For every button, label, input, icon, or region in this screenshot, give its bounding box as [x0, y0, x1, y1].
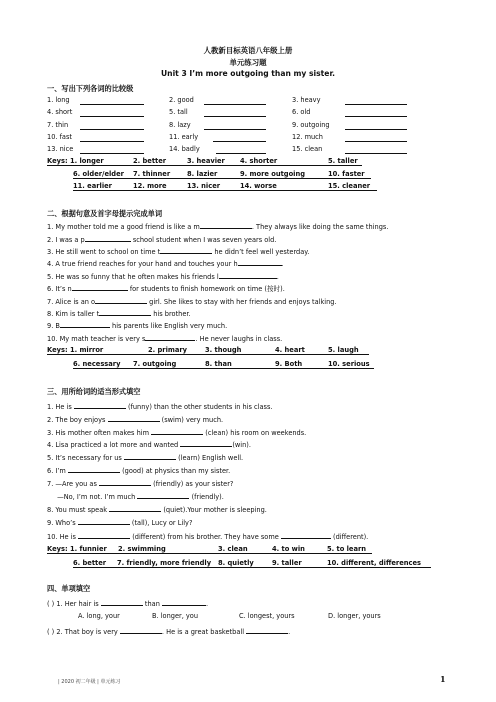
answer-blank[interactable] — [213, 134, 266, 142]
s2-item-3 — [47, 246, 309, 257]
key-item: 6. older/elder — [73, 170, 124, 178]
answer-blank[interactable] — [238, 258, 282, 266]
s2-text: 1. My mother told me a good friend is like a m — [47, 223, 200, 231]
s3-item-10 — [47, 531, 368, 542]
key-item: 7. outgoing — [133, 360, 177, 368]
s3-text: (learn) English well. — [178, 454, 244, 462]
key-item: 6. better — [73, 559, 107, 567]
key-item: 5. laugh — [328, 346, 359, 354]
key-item: 15. cleaner — [328, 182, 371, 190]
page-footer: | 2020 初二年级 | 单元练习 — [58, 679, 121, 685]
s3-item-7 — [47, 478, 233, 489]
document-title: 人教新目标英语八年级上册 — [203, 46, 293, 55]
key-item: 8. lazier — [187, 170, 218, 178]
answer-blank[interactable] — [99, 308, 151, 316]
key-item: 2. primary — [148, 346, 188, 354]
s1-item — [47, 108, 72, 117]
key-item: 8. quietly — [218, 559, 254, 567]
s2-item-4 — [47, 258, 284, 269]
s3-text: 10. He is — [47, 533, 76, 541]
key-item: 2. swimming — [118, 545, 166, 553]
key-item: 5. to learn — [327, 545, 367, 553]
s4-text: ( ) 1. Her hair is — [47, 600, 99, 608]
s2-text: 5. He was so funny that he often makes his friends l — [47, 273, 219, 281]
s3-text: 5. It’s necessary for us — [47, 454, 122, 462]
s1-item-label: 1. long — [47, 96, 70, 104]
key-underline — [73, 368, 374, 369]
option-b[interactable]: B. longer, you — [152, 612, 199, 620]
s3-item-1 — [47, 401, 273, 412]
key-item: 9. more outgoing — [240, 170, 306, 178]
s3-item-3 — [47, 427, 306, 438]
s4-text: . — [288, 628, 291, 636]
s1-item — [47, 145, 73, 154]
s4-question-2 — [47, 626, 290, 637]
s1-item — [169, 145, 200, 154]
answer-blank[interactable] — [85, 234, 131, 242]
s2-text: . — [281, 260, 284, 268]
s2-text: 2. I was a p — [47, 236, 85, 244]
key-item: Keys: 1. funnier — [47, 545, 107, 553]
answer-blank[interactable] — [345, 146, 407, 154]
s3-text: 8. You must speak — [47, 506, 108, 514]
key-item: 7. friendly, more friendly — [117, 559, 212, 567]
key-item: 4. to win — [272, 545, 305, 553]
s1-item-label: 8. lazy — [169, 121, 191, 129]
s2-text: his brother. — [151, 310, 191, 318]
section3-heading: 三、用所给词的适当形式填空 — [47, 387, 141, 396]
option-c[interactable]: C. longest, yours — [239, 612, 295, 620]
answer-blank[interactable] — [99, 478, 151, 486]
answer-blank[interactable] — [78, 531, 130, 539]
s3-text: (different). — [333, 533, 369, 541]
s3-text: (swim) very much. — [161, 416, 224, 424]
s3-text: (good) at physics than my sister. — [122, 467, 231, 475]
answer-blank[interactable] — [78, 517, 130, 525]
answer-blank[interactable] — [246, 626, 291, 636]
answer-blank[interactable] — [204, 109, 266, 117]
section4-heading: 四、单项填空 — [47, 584, 91, 593]
s2-item-8 — [47, 308, 191, 319]
key-underline — [73, 178, 371, 179]
s2-text: school student when I was seven years old. — [130, 236, 277, 244]
s2-item-1 — [47, 221, 388, 232]
section2-heading: 二、根据句意及首字母提示完成单词 — [47, 209, 163, 218]
key-item: 8. than — [205, 360, 232, 368]
s1-item-label: 11. early — [169, 133, 199, 141]
s1-item-label: 13. nice — [47, 145, 74, 153]
answer-blank[interactable] — [74, 401, 126, 409]
option-a[interactable]: A. long, your — [78, 612, 120, 620]
answer-blank[interactable] — [72, 283, 128, 291]
s1-item — [47, 96, 70, 105]
s1-item-label: 2. good — [169, 96, 194, 104]
s2-text: 9. B — [47, 322, 60, 330]
s3-item-7b — [47, 491, 224, 502]
s2-text: 4. A true friend reaches for your hand and touches your h — [47, 260, 238, 268]
s1-item — [47, 133, 72, 142]
s4-text: . He is a great basketball — [161, 628, 245, 636]
s2-item-6 — [47, 283, 285, 294]
s3-item-5 — [47, 452, 243, 463]
answer-blank[interactable] — [60, 320, 110, 328]
answer-blank[interactable] — [345, 122, 407, 130]
s3-text: (win). — [232, 441, 251, 449]
answer-blank[interactable] — [281, 531, 331, 539]
s2-item-2 — [47, 234, 276, 245]
answer-blank[interactable] — [124, 452, 176, 460]
key-item: 4. shorter — [240, 157, 278, 165]
s2-item-9 — [47, 320, 227, 331]
s2-text: 7. Alice is an o — [47, 298, 96, 306]
key-item: 11. earlier — [73, 182, 112, 190]
s4-text: . — [205, 600, 209, 608]
s1-item — [292, 108, 310, 117]
s1-item — [292, 96, 320, 105]
s1-item — [169, 133, 198, 142]
s3-item-2 — [47, 414, 223, 425]
s1-item — [292, 133, 323, 142]
key-item: Keys: 1. mirror — [47, 346, 104, 354]
answer-blank[interactable] — [80, 97, 144, 105]
s2-text: 10. My math teacher is very s — [47, 335, 146, 343]
s3-text: (friendly) as your sister? — [153, 480, 234, 488]
s2-text: . — [276, 273, 279, 281]
s3-text: 3. His mother often makes him — [47, 429, 150, 437]
s4-question-1 — [47, 598, 208, 609]
s1-item — [169, 108, 188, 117]
s2-text: 6. It’s n — [47, 285, 72, 293]
key-item: 9. taller — [272, 559, 302, 567]
s3-item-8 — [47, 504, 267, 515]
s2-text: for students to finish homework on time (按时). — [127, 285, 285, 293]
answer-blank[interactable] — [204, 97, 266, 105]
unit-title: Unit 3 I’m more outgoing than my sister. — [161, 69, 335, 78]
answer-blank[interactable] — [151, 427, 203, 435]
page-number: 1 — [440, 674, 446, 684]
answer-blank[interactable] — [120, 626, 162, 634]
key-item: 10. different, differences — [327, 559, 421, 567]
s1-item — [169, 121, 191, 130]
s1-item — [292, 121, 330, 130]
answer-blank[interactable] — [80, 109, 144, 117]
s3-text: —No, I’m not. I’m much — [55, 493, 136, 501]
answer-blank[interactable] — [180, 439, 232, 447]
s1-item-label: 4. short — [47, 108, 73, 116]
s4-text: than — [144, 600, 160, 608]
s3-text: (funny) than the other students in his class. — [127, 403, 273, 411]
s1-item-label: 15. clean — [292, 145, 323, 153]
key-item: 6. necessary — [73, 360, 121, 368]
answer-blank[interactable] — [109, 504, 161, 512]
s1-item-label: 6. old — [292, 108, 311, 116]
s1-item — [169, 96, 194, 105]
s3-text: (friendly). — [191, 493, 224, 501]
key-item: 5. taller — [328, 157, 358, 165]
answer-blank[interactable] — [200, 221, 252, 229]
s2-item-10 — [47, 333, 282, 344]
key-item: 3. clean — [218, 545, 248, 553]
answer-blank[interactable] — [68, 465, 120, 473]
s2-text: 3. He still went to school on time t — [47, 248, 161, 256]
s2-text: . He never laughs in class. — [195, 335, 283, 343]
key-item: 3. heavier — [187, 157, 225, 165]
s3-item-9 — [47, 517, 192, 528]
s2-text: he didn’t feel well yesterday. — [212, 248, 310, 256]
key-underline — [73, 190, 377, 191]
s3-text: 7. —Are you as — [47, 480, 97, 488]
s3-text: 9. Who’s — [47, 519, 76, 527]
key-item: 3. though — [205, 346, 242, 354]
s1-item-label: 7. thin — [47, 121, 69, 129]
key-item: 14. worse — [240, 182, 277, 190]
key-item: 10. faster — [328, 170, 365, 178]
s2-text: his parents like English very much. — [109, 322, 228, 330]
key-item: 13. nicer — [187, 182, 221, 190]
key-underline — [47, 553, 372, 554]
answer-blank[interactable] — [204, 122, 266, 130]
answer-blank[interactable] — [216, 146, 266, 154]
answer-blank[interactable] — [162, 598, 209, 608]
answer-blank[interactable] — [345, 109, 407, 117]
key-item: 10. serious — [328, 360, 370, 368]
answer-blank[interactable] — [137, 491, 189, 499]
answer-blank[interactable] — [80, 134, 144, 142]
key-item: Keys: 1. longer — [47, 157, 104, 165]
answer-blank[interactable] — [108, 414, 160, 422]
s1-item-label: 9. outgoing — [292, 121, 330, 129]
key-item: 2. better — [133, 157, 167, 165]
s3-text: (quiet).Your mother is sleeping. — [163, 506, 267, 514]
key-item: 7. thinner — [133, 170, 171, 178]
s1-item-label: 14. badly — [169, 145, 200, 153]
s2-item-7 — [47, 296, 337, 307]
s3-text: 1. He is — [47, 403, 72, 411]
s1-item-label: 10. fast — [47, 133, 72, 141]
answer-blank[interactable] — [101, 598, 143, 606]
document-subtitle: 单元练习题 — [229, 58, 267, 67]
s2-text: 8. Kim is taller t — [47, 310, 100, 318]
answer-blank[interactable] — [80, 146, 144, 154]
s3-item-6 — [47, 465, 230, 476]
s4-text: ( ) 2. That boy is very — [47, 628, 118, 636]
s1-item-label: 5. tall — [169, 108, 188, 116]
answer-blank[interactable] — [80, 122, 144, 130]
s1-item — [292, 145, 322, 154]
s2-text: . They always like doing the same things. — [251, 223, 389, 231]
s3-item-4 — [47, 439, 251, 450]
answer-blank[interactable] — [219, 271, 277, 279]
answer-blank[interactable] — [95, 296, 147, 304]
s3-text: 4. Lisa practiced a lot more and wanted — [47, 441, 179, 449]
s3-text: (clean) his room on weekends. — [205, 429, 307, 437]
section1-heading: 一、写出下列各词的比较级 — [47, 84, 134, 93]
key-item: 9. Both — [275, 360, 303, 368]
key-item: 4. heart — [275, 346, 305, 354]
s3-text: (tall), Lucy or Lily? — [131, 519, 193, 527]
s3-text: 2. The boy enjoys — [47, 416, 106, 424]
s3-text: 6. I’m — [47, 467, 66, 475]
key-underline — [47, 354, 369, 355]
s2-item-5 — [47, 271, 279, 282]
s1-item — [47, 121, 68, 130]
key-underline — [47, 165, 362, 166]
answer-blank[interactable] — [345, 134, 407, 142]
answer-blank[interactable] — [145, 333, 195, 341]
key-underline — [73, 567, 431, 568]
answer-blank[interactable] — [345, 97, 407, 105]
option-d[interactable]: D. longer, yours — [328, 612, 381, 620]
s1-item-label: 12. much — [292, 133, 323, 141]
key-item: 12. more — [133, 182, 167, 190]
answer-blank[interactable] — [160, 246, 212, 254]
s2-text: girl. She likes to stay with her friends and enjoys talking. — [147, 298, 337, 306]
s3-text: (different) from his brother. They have some — [132, 533, 279, 541]
s1-item-label: 3. heavy — [292, 96, 321, 104]
